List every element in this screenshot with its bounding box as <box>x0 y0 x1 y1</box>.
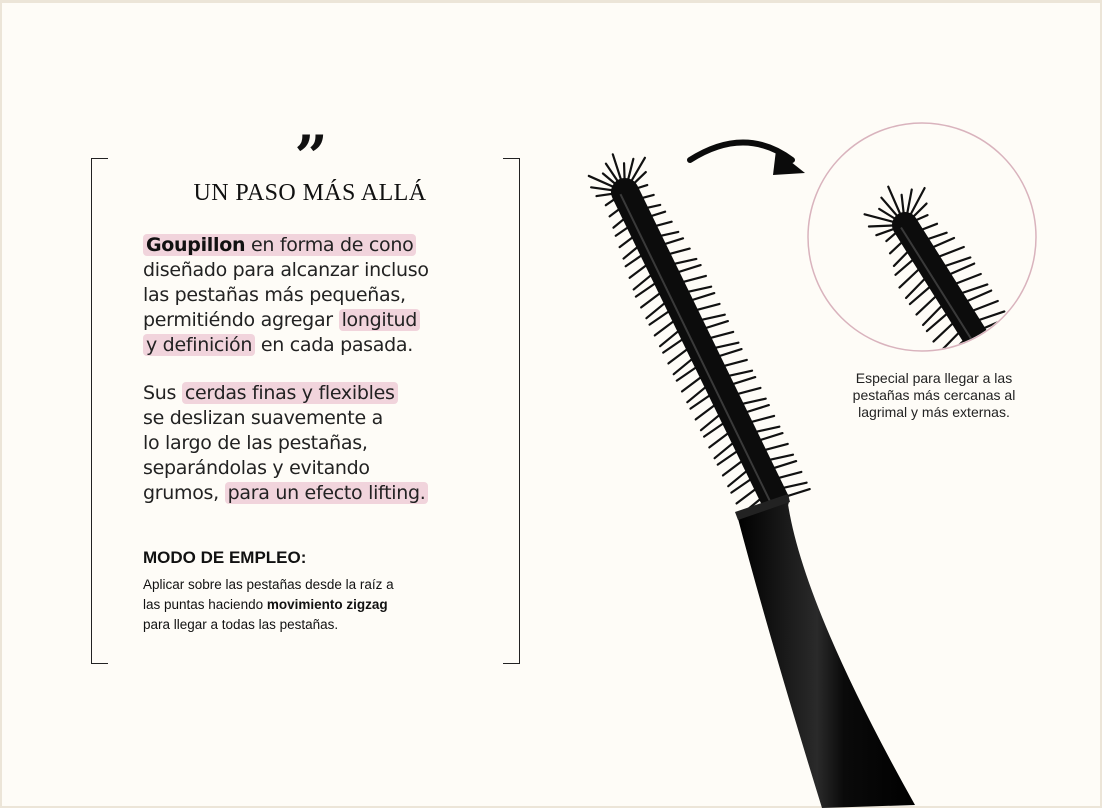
usage-line-3: para llegar a todas las pestañas. <box>143 617 339 632</box>
highlight-cerdas: cerdas finas y flexibles <box>182 382 398 404</box>
cone-shape-text: en forma de cono <box>245 234 414 256</box>
caption-line-3: lagrimal y más externas. <box>858 404 1010 420</box>
p1-line-4-text: permitiéndo agregar <box>143 309 333 331</box>
highlight-longitud: longitud <box>339 309 420 331</box>
p2-line-4: separándolas y evitando <box>143 457 370 479</box>
caption-line-2: pestañas más cercanas al <box>852 387 1016 403</box>
p2-line-1-text: Sus <box>143 382 177 404</box>
usage-title: MODO DE EMPLEO: <box>143 548 307 567</box>
p2-line-3: lo largo de las pestañas, <box>143 432 368 454</box>
p1-line-2: diseñado para alcanzar incluso <box>143 259 429 281</box>
p1-line-3: las pestañas más pequeñas, <box>143 284 406 306</box>
zoom-circle <box>808 123 1036 385</box>
usage-line-1: Aplicar sobre las pestañas desde la raíz a <box>143 577 394 592</box>
highlight-lifting: para un efecto lifting. <box>225 482 429 504</box>
quote-icon: ” <box>294 123 328 191</box>
p2-line-2: se deslizan suavemente a <box>143 407 383 429</box>
highlight-definicion: y definición <box>143 334 255 356</box>
p1-line-5-text: en cada pasada. <box>255 334 413 356</box>
section-heading: UN PASO MÁS ALLÁ <box>193 180 427 206</box>
caption-line-1: Especial para llegar a las <box>855 370 1013 386</box>
zoom-caption <box>820 370 1048 421</box>
usage-zigzag-bold: movimiento zigzag <box>266 597 388 612</box>
usage-line-2-text: las puntas haciendo <box>143 597 267 612</box>
goupillon-bold: Goupillon <box>146 234 246 256</box>
p2-line-5-text: grumos, <box>143 482 219 504</box>
curved-arrow-icon <box>690 143 805 176</box>
